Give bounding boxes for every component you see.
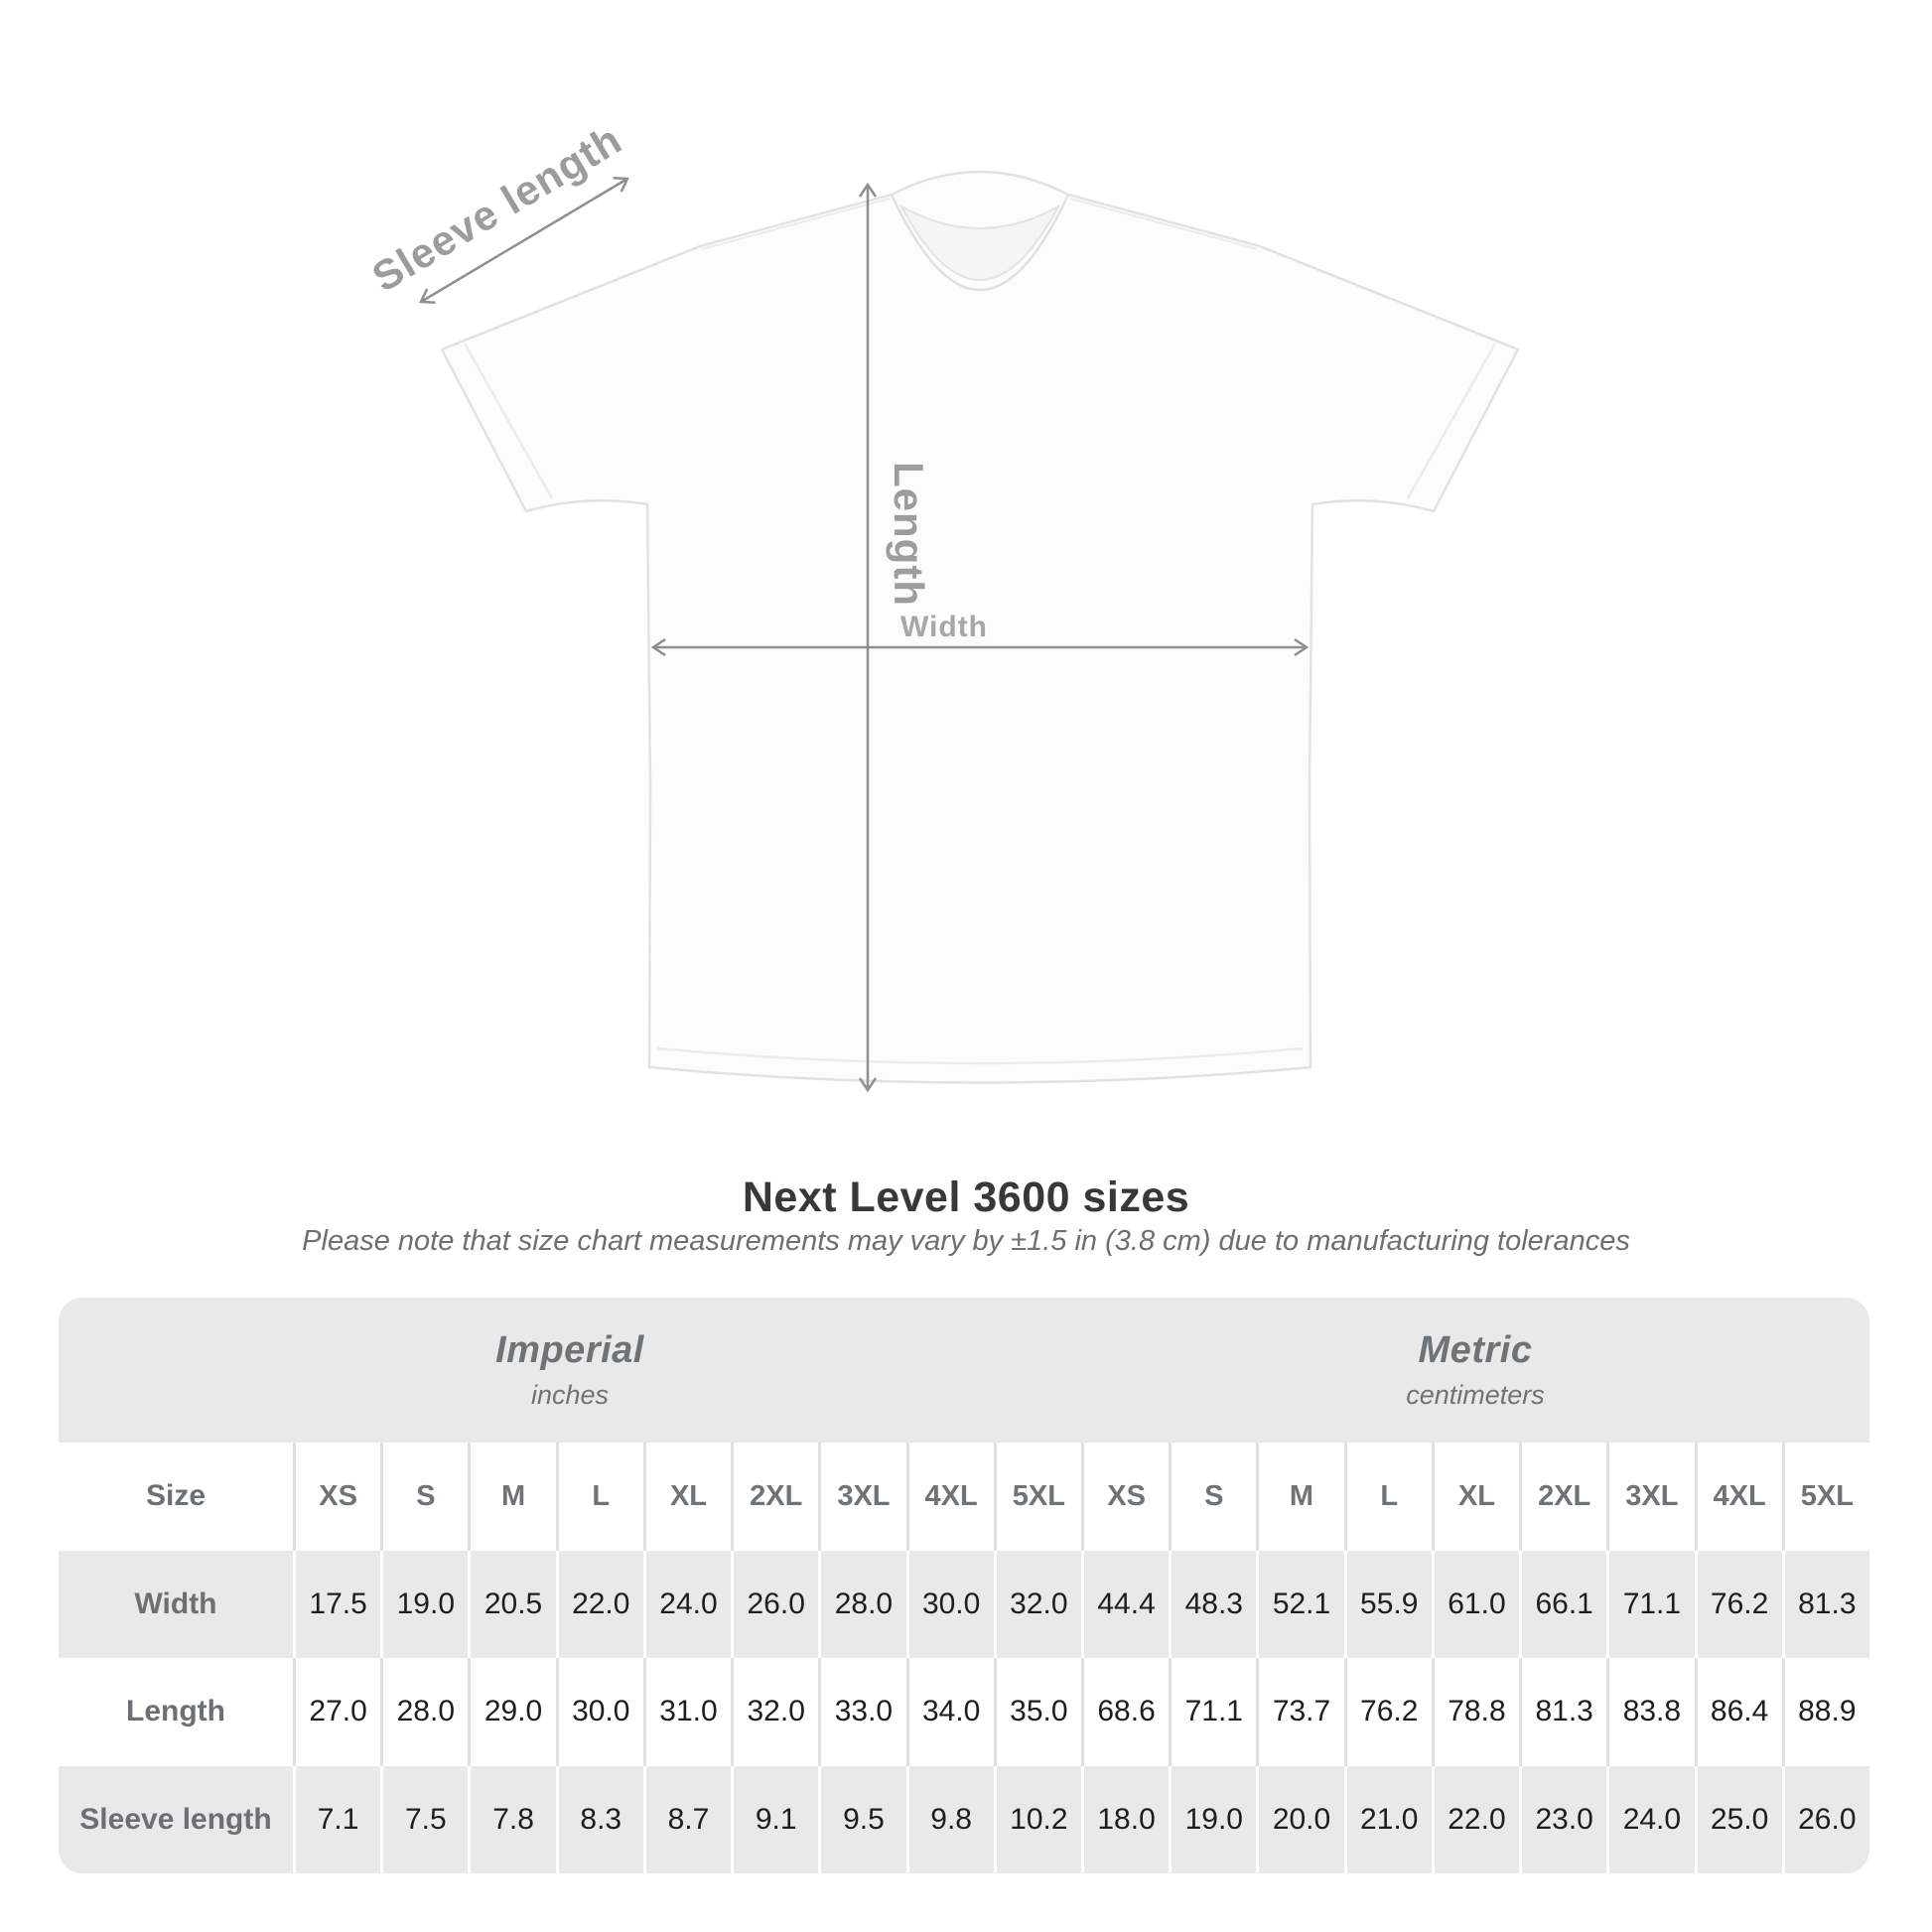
- value-cell: 31.0: [643, 1658, 731, 1766]
- value-cell: 23.0: [1519, 1766, 1606, 1874]
- value-cell: 52.1: [1256, 1551, 1343, 1659]
- value-cell: 83.8: [1606, 1658, 1694, 1766]
- value-cell: 21.0: [1344, 1766, 1432, 1874]
- value-cell: 28.0: [380, 1658, 468, 1766]
- size-header-cell: 2XL: [1519, 1443, 1606, 1551]
- value-cell: 30.0: [906, 1551, 994, 1659]
- value-cell: 24.0: [1606, 1766, 1694, 1874]
- value-cell: 88.9: [1782, 1658, 1869, 1766]
- value-cell: 30.0: [556, 1658, 643, 1766]
- value-cell: 18.0: [1081, 1766, 1169, 1874]
- value-cell: 29.0: [468, 1658, 555, 1766]
- size-header-cell: XL: [643, 1443, 731, 1551]
- value-cell: 32.0: [994, 1551, 1081, 1659]
- table-rows: [59, 1443, 1869, 1873]
- table-row-sleeve-length: [59, 1766, 1869, 1874]
- value-cell: 61.0: [1432, 1551, 1519, 1659]
- size-row-label: Size: [145, 1479, 207, 1513]
- size-header-cell: S: [380, 1443, 468, 1551]
- size-header-cell: 4XL: [906, 1443, 994, 1551]
- value-cell: 34.0: [906, 1658, 994, 1766]
- value-cell: 25.0: [1695, 1766, 1782, 1874]
- value-cell: 68.6: [1081, 1658, 1169, 1766]
- value-cell: 9.5: [818, 1766, 905, 1874]
- value-cell: 17.5: [293, 1551, 380, 1659]
- metric-header: [1081, 1298, 1869, 1443]
- size-header-cell: L: [556, 1443, 643, 1551]
- imperial-title: Imperial: [495, 1329, 644, 1371]
- row-label: Width: [134, 1587, 217, 1620]
- value-cell: 20.0: [1256, 1766, 1343, 1874]
- table-row-width: [59, 1551, 1869, 1659]
- value-cell: 33.0: [818, 1658, 905, 1766]
- size-header-row: [59, 1443, 1869, 1551]
- width-label: Width: [899, 611, 989, 643]
- value-cell: 20.5: [468, 1551, 555, 1659]
- value-cell: 66.1: [1519, 1551, 1606, 1659]
- size-header-cell: 5XL: [1782, 1443, 1869, 1551]
- value-cell: 7.5: [380, 1766, 468, 1874]
- size-header-cell: XS: [293, 1443, 380, 1551]
- value-cell: 19.0: [380, 1551, 468, 1659]
- value-cell: 24.0: [643, 1551, 731, 1659]
- tolerance-note: Please note that size chart measurements may vary by ±1.5 in (3.8 cm) due to manufacturing tolerances: [302, 1225, 1630, 1257]
- size-table: [59, 1298, 1869, 1873]
- value-cell: 7.1: [293, 1766, 380, 1874]
- length-label: Length: [886, 462, 932, 607]
- size-header-cell: XL: [1432, 1443, 1519, 1551]
- value-cell: 81.3: [1519, 1658, 1606, 1766]
- size-header-cell: 5XL: [994, 1443, 1081, 1551]
- value-cell: 27.0: [293, 1658, 380, 1766]
- size-header-cell: L: [1344, 1443, 1432, 1551]
- table-row-length: [59, 1658, 1869, 1766]
- size-header-cell: 3XL: [1606, 1443, 1694, 1551]
- value-cell: 8.7: [643, 1766, 731, 1874]
- value-cell: 76.2: [1344, 1658, 1432, 1766]
- value-cell: 48.3: [1169, 1551, 1256, 1659]
- value-cell: 71.1: [1169, 1658, 1256, 1766]
- value-cell: 10.2: [994, 1766, 1081, 1874]
- value-cell: 81.3: [1782, 1551, 1869, 1659]
- value-cell: 78.8: [1432, 1658, 1519, 1766]
- value-cell: 44.4: [1081, 1551, 1169, 1659]
- size-header-cell: 3XL: [818, 1443, 905, 1551]
- value-cell: 19.0: [1169, 1766, 1256, 1874]
- value-cell: 35.0: [994, 1658, 1081, 1766]
- value-cell: 86.4: [1695, 1658, 1782, 1766]
- value-cell: 8.3: [556, 1766, 643, 1874]
- page-title: Next Level 3600 sizes: [742, 1173, 1190, 1221]
- size-header-cell: S: [1169, 1443, 1256, 1551]
- size-header-cell: M: [468, 1443, 555, 1551]
- value-cell: 22.0: [1432, 1766, 1519, 1874]
- value-cell: 7.8: [468, 1766, 555, 1874]
- value-cell: 76.2: [1695, 1551, 1782, 1659]
- value-cell: 9.1: [731, 1766, 818, 1874]
- size-header-cell: 4XL: [1695, 1443, 1782, 1551]
- value-cell: 71.1: [1606, 1551, 1694, 1659]
- metric-title: Metric: [1418, 1329, 1533, 1371]
- value-cell: 73.7: [1256, 1658, 1343, 1766]
- value-cell: 28.0: [818, 1551, 905, 1659]
- value-cell: 26.0: [1782, 1766, 1869, 1874]
- sleeve-length-label: Sleeve length: [363, 115, 630, 301]
- metric-unit: centimeters: [1406, 1380, 1545, 1410]
- value-cell: 55.9: [1344, 1551, 1432, 1659]
- value-cell: 26.0: [731, 1551, 818, 1659]
- value-cell: 32.0: [731, 1658, 818, 1766]
- imperial-unit: inches: [530, 1380, 610, 1410]
- imperial-header: [59, 1298, 1081, 1443]
- unit-header-band: [59, 1298, 1869, 1443]
- value-cell: 9.8: [906, 1766, 994, 1874]
- value-cell: 22.0: [556, 1551, 643, 1659]
- size-header-cell: XS: [1081, 1443, 1169, 1551]
- row-label: Sleeve length: [79, 1802, 272, 1836]
- size-header-cell: 2XL: [731, 1443, 818, 1551]
- row-label: Length: [126, 1695, 225, 1728]
- size-header-cell: M: [1256, 1443, 1343, 1551]
